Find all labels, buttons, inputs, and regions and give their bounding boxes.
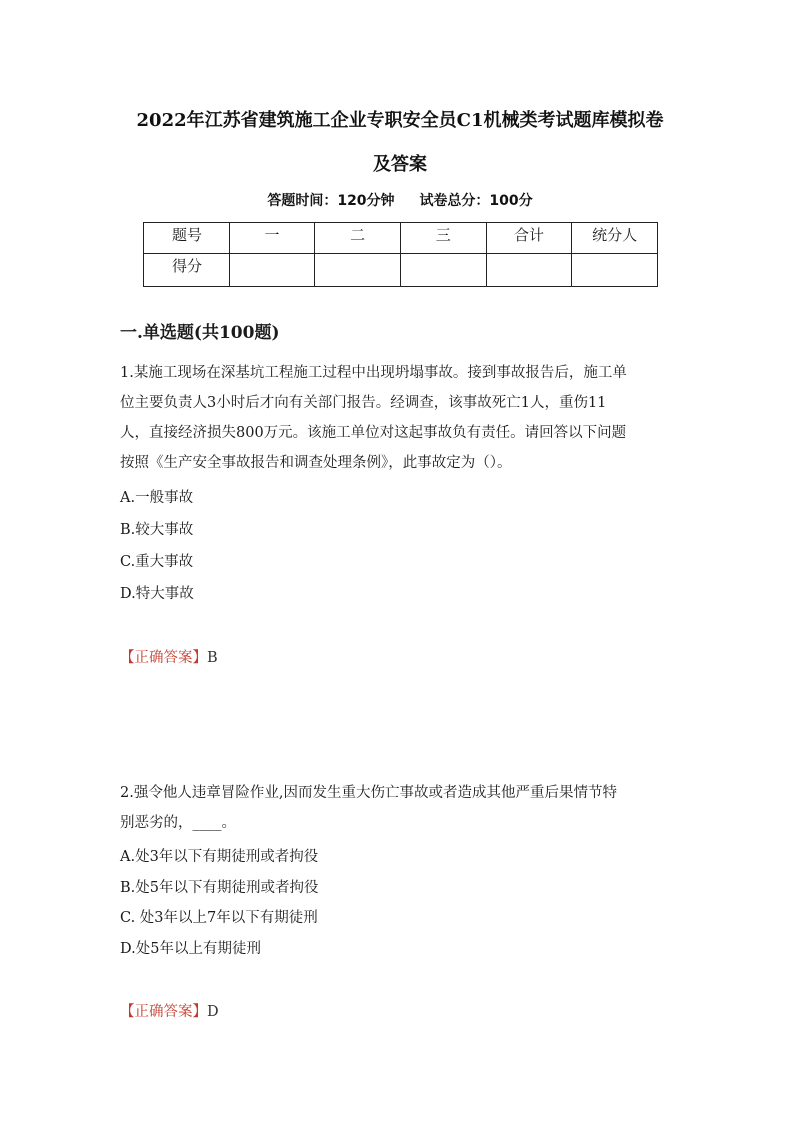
score-table-header-cell: 二 xyxy=(315,223,401,254)
score-row-label: 得分 xyxy=(144,254,230,287)
answer-label: 【正确答案】 xyxy=(120,650,207,666)
score-table-header-cell: 合计 xyxy=(486,223,572,254)
answer-letter: B xyxy=(207,650,218,666)
question-2-option-b: B.处5年以下有期徒刑或者拘役 xyxy=(120,880,319,896)
question-2-option-d: D.处5年以上有期徒刑 xyxy=(120,941,261,957)
question-2-option-c: C. 处3年以上7年以下有期徒刑 xyxy=(120,910,318,926)
document-title-line2: 及答案 xyxy=(373,154,427,175)
score-table-score-row xyxy=(144,254,658,287)
question-1-option-b: B.较大事故 xyxy=(120,522,194,538)
score-table-header-cell: 一 xyxy=(229,223,315,254)
score-cell[interactable] xyxy=(486,254,572,287)
question-stem-line: 2.强令他人违章冒险作业,因而发生重大伤亡事故或者造成其他严重后果情节特 xyxy=(120,785,617,801)
question-1-answer xyxy=(120,646,218,667)
question-stem-line: 位主要负责人3小时后才向有关部门报告。经调查，该事故死亡1人，重伤11 xyxy=(120,395,607,411)
score-cell[interactable] xyxy=(400,254,486,287)
question-2-answer xyxy=(120,1000,219,1021)
document-title-line1: 2022年江苏省建筑施工企业专职安全员C1机械类考试题库模拟卷 xyxy=(136,110,664,131)
exam-time: 答题时间：120分钟 xyxy=(267,193,395,209)
question-1-option-c: C.重大事故 xyxy=(120,554,194,570)
section-title: 一.单选题(共100题) xyxy=(120,323,280,343)
score-cell[interactable] xyxy=(315,254,401,287)
question-1-option-a: A.一般事故 xyxy=(120,490,194,506)
exam-meta xyxy=(0,190,800,210)
score-table-header-cell: 统分人 xyxy=(572,223,658,254)
question-2-stem xyxy=(120,778,685,838)
question-1-stem xyxy=(120,358,685,478)
score-table xyxy=(143,222,658,287)
question-stem-line: 1.某施工现场在深基坑工程施工过程中出现坍塌事故。接到事故报告后，施工单 xyxy=(120,365,627,381)
question-stem-line: 按照《生产安全事故报告和调查处理条例》，此事故定为（）。 xyxy=(120,455,512,471)
score-table-header-cell: 题号 xyxy=(144,223,230,254)
score-table-header-row xyxy=(144,223,658,254)
score-cell[interactable] xyxy=(229,254,315,287)
answer-letter: D xyxy=(207,1004,219,1020)
question-stem-line: 人，直接经济损失800万元。该施工单位对这起事故负有责任。请回答以下问题 xyxy=(120,425,627,441)
exam-total-score: 试卷总分：100分 xyxy=(419,193,533,209)
question-1-option-d: D.特大事故 xyxy=(120,586,194,602)
score-table-header-cell: 三 xyxy=(400,223,486,254)
question-2-option-a: A.处3年以下有期徒刑或者拘役 xyxy=(120,849,319,865)
answer-label: 【正确答案】 xyxy=(120,1004,207,1020)
score-cell[interactable] xyxy=(572,254,658,287)
question-stem-line: 别恶劣的，____。 xyxy=(120,815,236,831)
